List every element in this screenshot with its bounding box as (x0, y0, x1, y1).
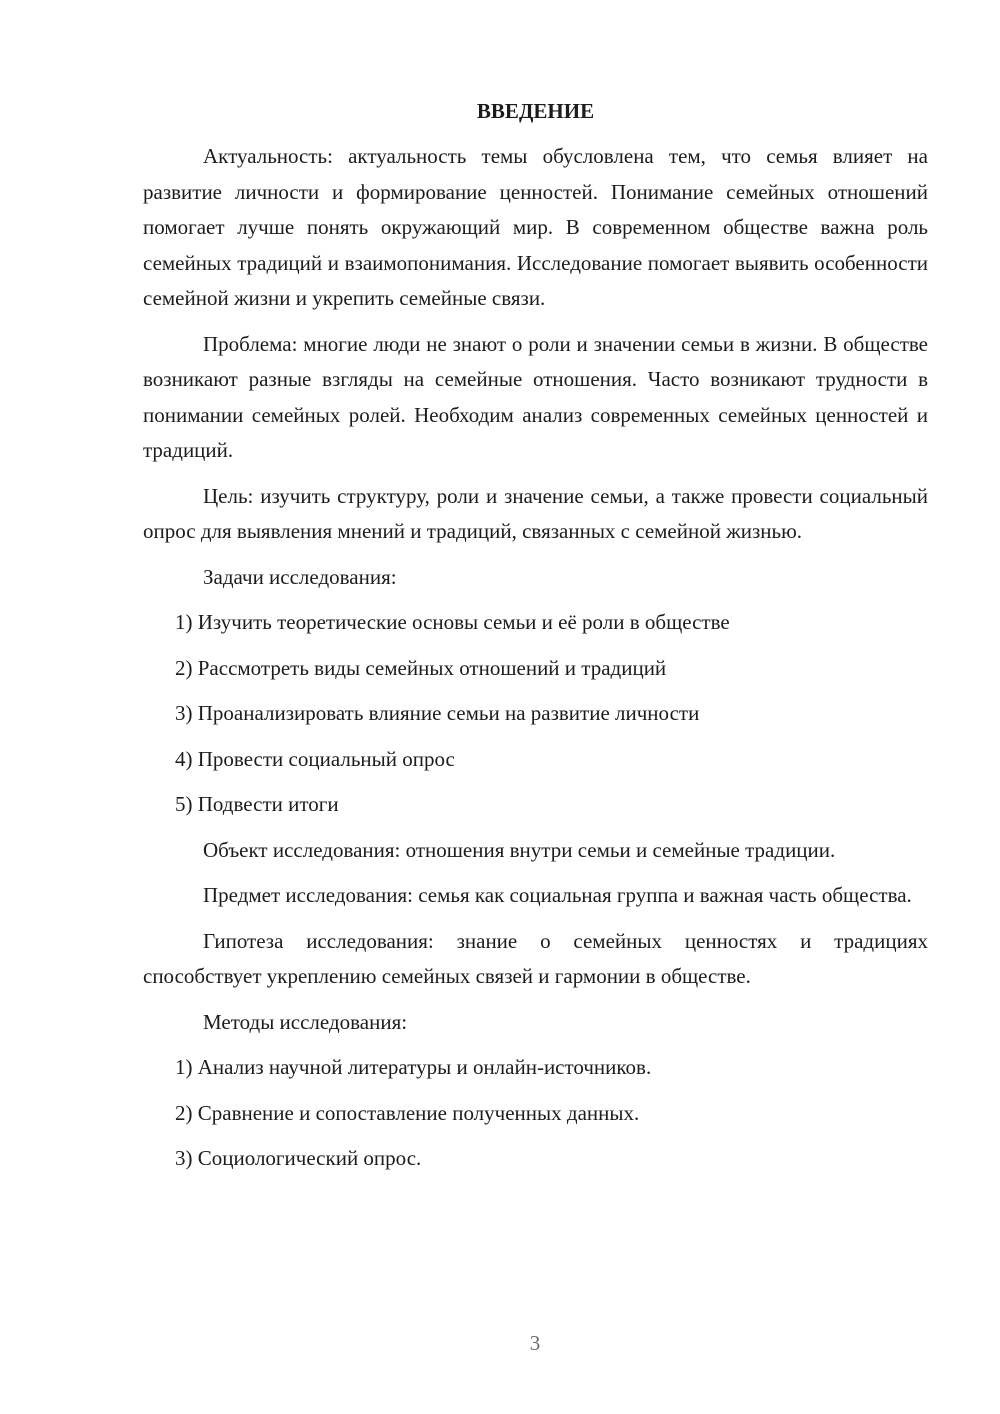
list-item: 4) Провести социальный опрос (175, 746, 455, 771)
hypothesis-paragraph: Гипотеза исследования: знание о семейных ценностях и традициях способствует укреплению семейных связей и гармонии в обществе. (143, 928, 928, 988)
page-number: 3 (529, 1331, 541, 1355)
tasks-list (143, 605, 928, 823)
object-paragraph: Объект исследования: отношения внутри семьи и семейные традиции. (203, 837, 836, 862)
methods-label: Методы исследования: (203, 1009, 408, 1034)
list-item: 2) Рассмотреть виды семейных отношений и традиций (175, 655, 667, 680)
relevance-paragraph: Актуальность: актуальность темы обусловлена тем, что семья влияет на развитие личности и формирование ценностей. Понимание семейных отношений помогает лучше понять окружающий мир. В современном обществе важна роль семейных традиций и взаимопонимания. Исследование помогает выявить особенности семейной жизни и укрепить семейные связи. (143, 144, 928, 310)
list-item: 3) Проанализировать влияние семьи на развитие личности (175, 701, 700, 725)
list-item: 5) Подвести итоги (175, 792, 339, 816)
problem-paragraph: Проблема: многие люди не знают о роли и значении семьи в жизни. В обществе возникают разные взгляды на семейные отношения. Часто возникают трудности в понимании семейных ролей. Необходим анализ современных семейных ценностей и традиций. (143, 331, 928, 462)
tasks-label: Задачи исследования: (203, 564, 397, 589)
list-item: 3) Социологический опрос. (175, 1146, 422, 1170)
list-item: 1) Анализ научной литературы и онлайн-источников. (175, 1055, 652, 1079)
page-title: ВВЕДЕНИЕ (476, 99, 595, 123)
goal-paragraph: Цель: изучить структуру, роли и значение семьи, а также провести социальный опрос для выявления мнений и традиций, связанных с семейной жизнью. (143, 483, 928, 543)
page-content (143, 94, 928, 1187)
subject-paragraph: Предмет исследования: семья как социальная группа и важная часть общества. (203, 883, 912, 907)
list-item: 2) Сравнение и сопоставление полученных данных. (175, 1100, 640, 1125)
methods-list (143, 1050, 928, 1177)
list-item: 1) Изучить теоретические основы семьи и её роли в обществе (175, 610, 730, 634)
